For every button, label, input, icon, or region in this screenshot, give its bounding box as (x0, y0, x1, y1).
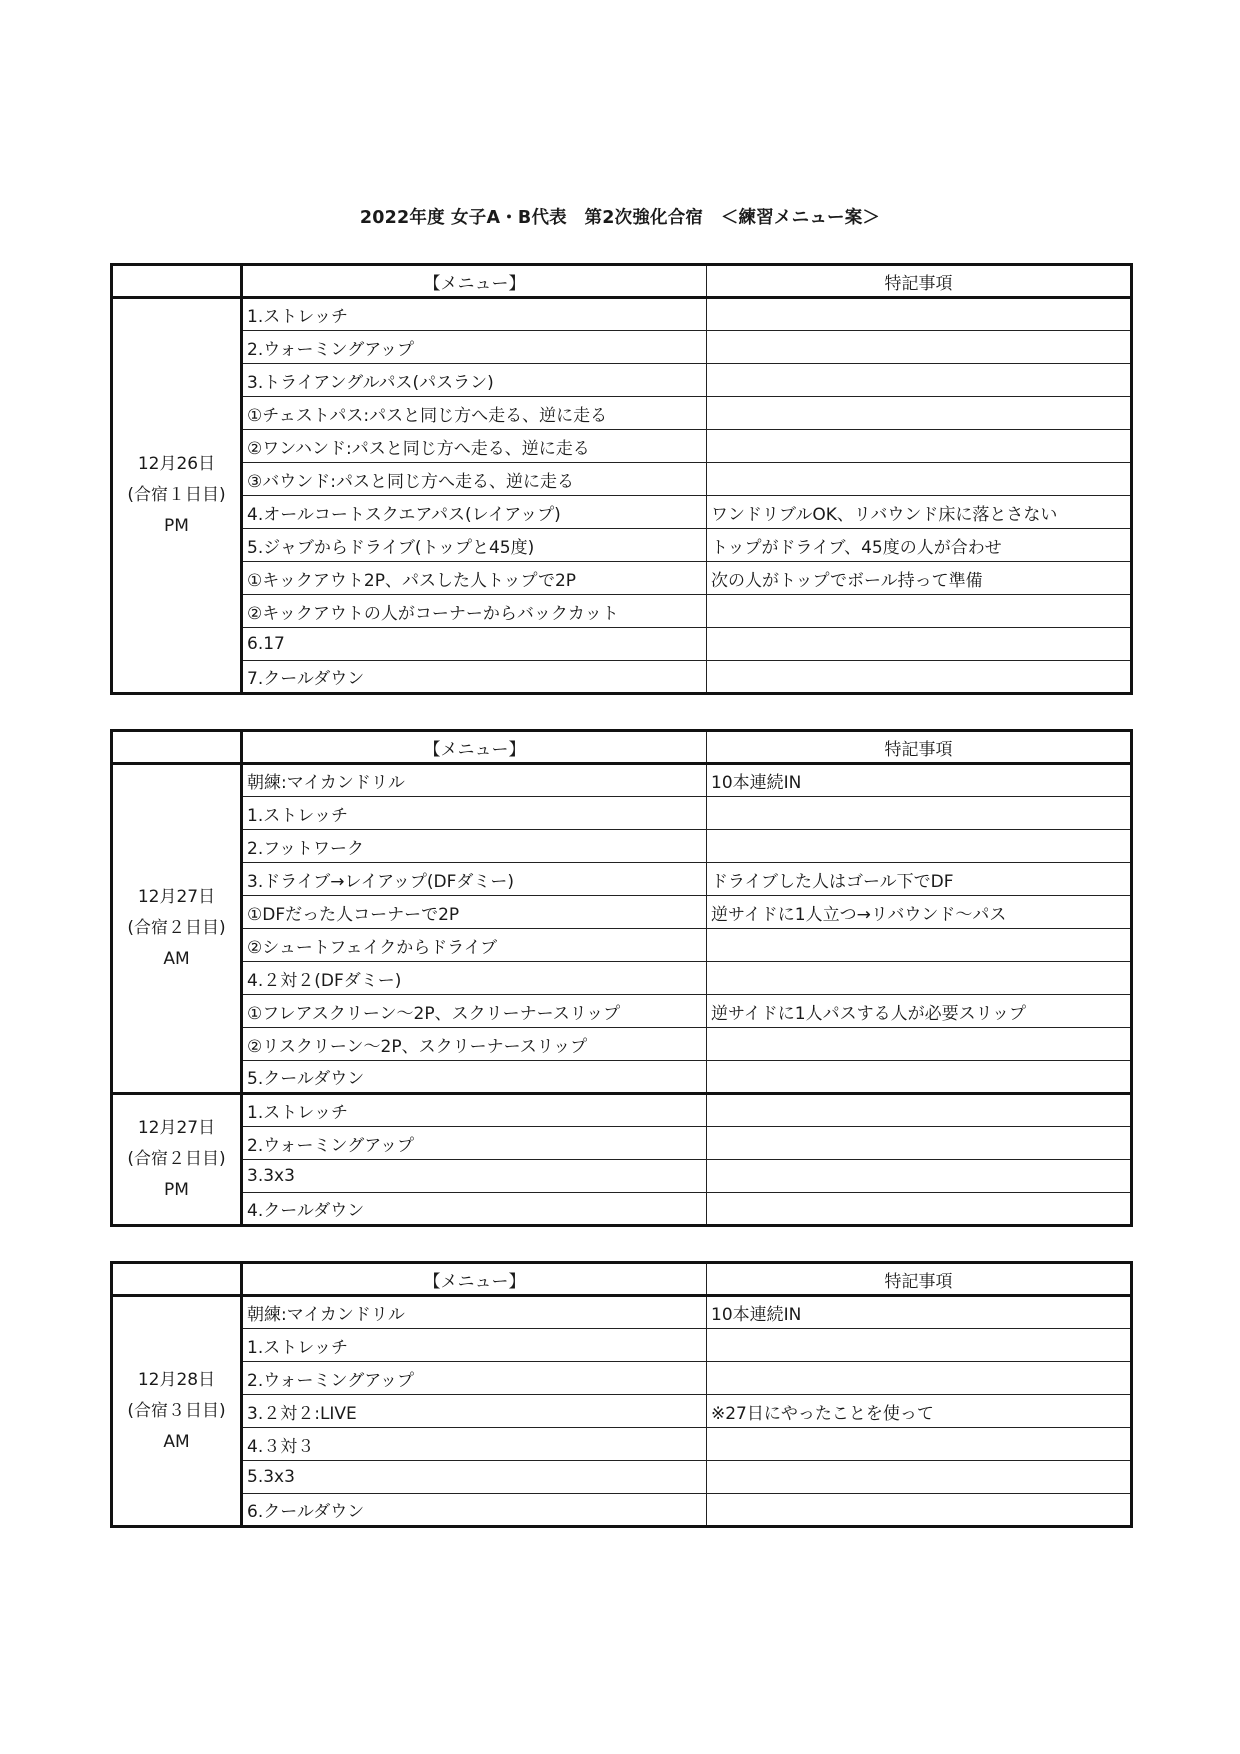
session-date-cell (112, 1094, 242, 1226)
menu-column-header: 【メニュー】 (242, 265, 707, 298)
table-row (112, 1428, 1132, 1461)
note-cell (707, 1193, 1132, 1226)
note-cell (707, 1094, 1132, 1127)
menu-item-cell: 2.ウォーミングアップ (242, 1127, 707, 1160)
page-title: 2022年度 女子A・B代表 第2次強化合宿 ＜練習メニュー案＞ (359, 208, 881, 228)
note-cell (707, 595, 1132, 628)
session-date-line: AM (163, 949, 190, 969)
session-date-line: (合宿２日目) (127, 1149, 226, 1169)
menu-column-header: 【メニュー】 (242, 1263, 707, 1296)
note-cell (707, 397, 1132, 430)
menu-item-cell: 1.ストレッチ (242, 1094, 707, 1127)
session-date-line: PM (164, 516, 189, 536)
menu-item-cell: 2.フットワーク (242, 830, 707, 863)
note-cell (707, 1494, 1132, 1527)
note-cell: 逆サイドに1人パスする人が必要スリップ (707, 995, 1132, 1028)
menu-item-cell: 2.ウォーミングアップ (242, 1362, 707, 1395)
table-row (112, 1296, 1132, 1329)
table-row (112, 529, 1132, 562)
session-date-cell (112, 298, 242, 694)
menu-item-cell: 7.クールダウン (242, 661, 707, 694)
note-cell (707, 661, 1132, 694)
menu-item-cell: 朝練:マイカンドリル (242, 1296, 707, 1329)
table-row (112, 1362, 1132, 1395)
menu-item-cell: ①キックアウト2P、パスした人トップで2P (242, 562, 707, 595)
note-cell: 次の人がトップでボール持って準備 (707, 562, 1132, 595)
table-row (112, 1193, 1132, 1226)
note-cell (707, 1127, 1132, 1160)
note-cell (707, 1461, 1132, 1494)
session-date-line: 12月28日 (137, 1369, 216, 1390)
table-row (112, 463, 1132, 496)
table-row (112, 830, 1132, 863)
menu-item-cell: 朝練:マイカンドリル (242, 764, 707, 797)
table-row (112, 896, 1132, 929)
menu-item-cell: ②シュートフェイクからドライブ (242, 929, 707, 962)
table-row (112, 1028, 1132, 1061)
table-header-row (112, 1263, 1132, 1296)
schedule-table (110, 1261, 1133, 1528)
table-row (112, 661, 1132, 694)
table-header-row (112, 265, 1132, 298)
table-row (112, 595, 1132, 628)
menu-item-cell: 5.3x3 (242, 1461, 707, 1494)
table-row (112, 298, 1132, 331)
note-cell (707, 962, 1132, 995)
table-row (112, 1127, 1132, 1160)
table-row (112, 430, 1132, 463)
note-cell: 10本連続IN (707, 1296, 1132, 1329)
table-row (112, 364, 1132, 397)
table-row (112, 797, 1132, 830)
table-header-row (112, 731, 1132, 764)
note-cell (707, 430, 1132, 463)
table-row (112, 929, 1132, 962)
menu-item-cell: ①フレアスクリーン～2P、スクリーナースリップ (242, 995, 707, 1028)
table-row (112, 1461, 1132, 1494)
note-cell: ドライブした人はゴール下でDF (707, 863, 1132, 896)
date-column-header (112, 731, 242, 764)
menu-item-cell: 2.ウォーミングアップ (242, 331, 707, 364)
menu-item-cell: 3.ドライブ→レイアップ(DFダミー) (242, 863, 707, 896)
session-date-line: PM (164, 1180, 189, 1200)
menu-item-cell: 3.トライアングルパス(パスラン) (242, 364, 707, 397)
session-date-line: AM (163, 1431, 190, 1452)
menu-item-cell: 3.２対２:LIVE (242, 1395, 707, 1428)
table-row (112, 496, 1132, 529)
table-row (112, 562, 1132, 595)
note-cell: トップがドライブ、45度の人が合わせ (707, 529, 1132, 562)
menu-item-cell: 5.クールダウン (242, 1061, 707, 1094)
table-row (112, 962, 1132, 995)
note-cell (707, 1362, 1132, 1395)
menu-item-cell: 6.17 (242, 628, 707, 661)
note-column-header: 特記事項 (707, 1263, 1132, 1296)
menu-item-cell: 1.ストレッチ (242, 298, 707, 331)
menu-column-header: 【メニュー】 (242, 731, 707, 764)
menu-item-cell: 4.オールコートスクエアパス(レイアップ) (242, 496, 707, 529)
menu-item-cell: 4.クールダウン (242, 1193, 707, 1226)
table-row (112, 1094, 1132, 1127)
session-date-line: 12月26日 (137, 454, 216, 474)
menu-item-cell: ②ワンハンド:パスと同じ方へ走る、逆に走る (242, 430, 707, 463)
menu-item-cell: 4.２対２(DFダミー) (242, 962, 707, 995)
note-column-header: 特記事項 (707, 731, 1132, 764)
note-cell: 10本連続IN (707, 764, 1132, 797)
table-row (112, 1395, 1132, 1428)
menu-item-cell: 1.ストレッチ (242, 1329, 707, 1362)
menu-item-cell: 5.ジャブからドライブ(トップと45度) (242, 529, 707, 562)
menu-item-cell: ①チェストパス:パスと同じ方へ走る、逆に走る (242, 397, 707, 430)
session-date-line: (合宿３日目) (127, 1400, 226, 1421)
schedule-table (110, 263, 1133, 695)
note-cell (707, 331, 1132, 364)
note-cell: ※27日にやったことを使って (707, 1395, 1132, 1428)
menu-item-cell: 6.クールダウン (242, 1494, 707, 1527)
menu-item-cell: ②キックアウトの人がコーナーからバックカット (242, 595, 707, 628)
date-column-header (112, 1263, 242, 1296)
note-column-header: 特記事項 (707, 265, 1132, 298)
menu-item-cell: ③バウンド:パスと同じ方へ走る、逆に走る (242, 463, 707, 496)
note-cell (707, 1329, 1132, 1362)
note-cell: ワンドリブルOK、リバウンド床に落とさない (707, 496, 1132, 529)
session-date-line: (合宿１日目) (127, 485, 226, 505)
table-row (112, 628, 1132, 661)
schedule-table (110, 729, 1133, 1227)
note-cell (707, 463, 1132, 496)
menu-item-cell: 4.３対３ (242, 1428, 707, 1461)
note-cell (707, 1160, 1132, 1193)
table-row (112, 397, 1132, 430)
menu-item-cell: ②リスクリーン～2P、スクリーナースリップ (242, 1028, 707, 1061)
table-row (112, 863, 1132, 896)
table-row (112, 1061, 1132, 1094)
table-row (112, 1329, 1132, 1362)
table-row (112, 331, 1132, 364)
table-row (112, 1494, 1132, 1527)
note-cell (707, 1428, 1132, 1461)
note-cell (707, 797, 1132, 830)
session-date-cell (112, 764, 242, 1094)
date-column-header (112, 265, 242, 298)
session-date-line: 12月27日 (137, 1118, 216, 1138)
session-date-line: 12月27日 (137, 887, 216, 907)
note-cell (707, 364, 1132, 397)
note-cell (707, 830, 1132, 863)
note-cell (707, 1028, 1132, 1061)
table-row (112, 1160, 1132, 1193)
menu-item-cell: 1.ストレッチ (242, 797, 707, 830)
table-row (112, 995, 1132, 1028)
menu-item-cell: 3.3x3 (242, 1160, 707, 1193)
note-cell (707, 298, 1132, 331)
note-cell (707, 929, 1132, 962)
note-cell (707, 1061, 1132, 1094)
menu-item-cell: ①DFだった人コーナーで2P (242, 896, 707, 929)
table-row (112, 764, 1132, 797)
session-date-line: (合宿２日目) (127, 918, 226, 938)
session-date-cell (112, 1296, 242, 1527)
note-cell (707, 628, 1132, 661)
note-cell: 逆サイドに1人立つ→リバウンド～パス (707, 896, 1132, 929)
